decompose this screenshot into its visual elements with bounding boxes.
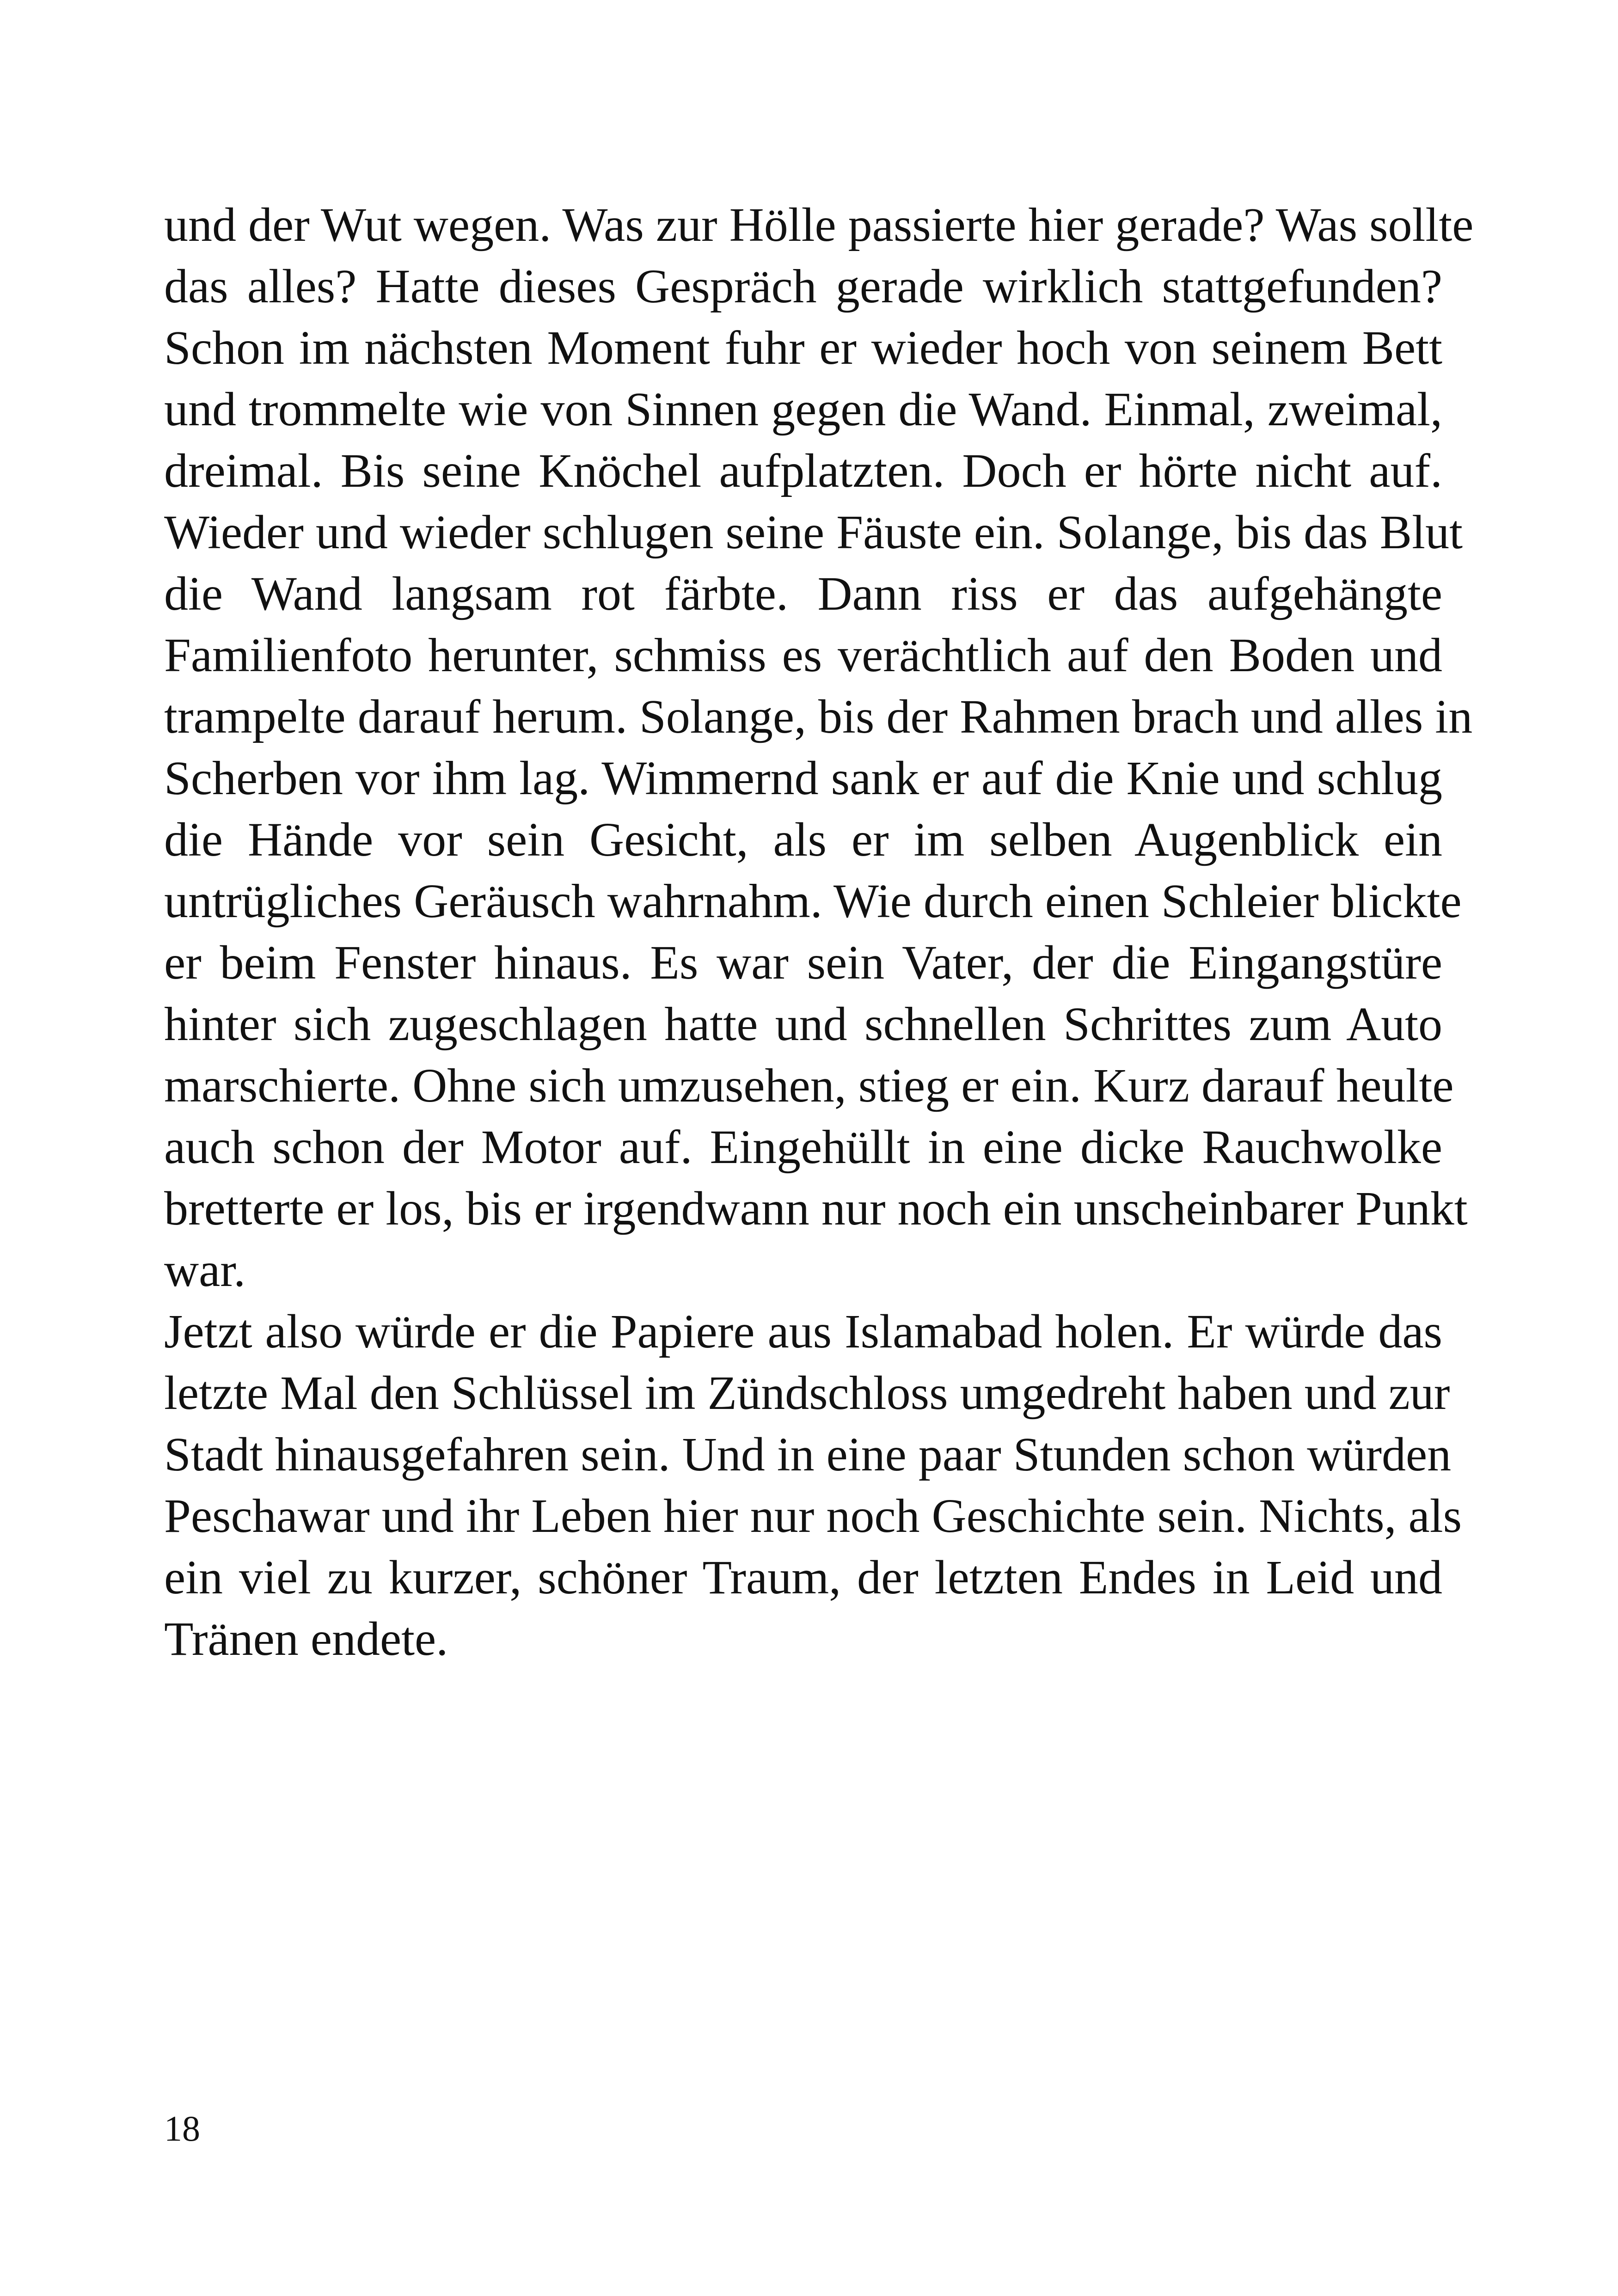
text-line: Familienfoto herunter, schmiss es verächtlich auf den Boden und bbox=[164, 629, 1442, 682]
text-line: Peschawar und ihr Leben hier nur noch Geschichte sein. Nichts, als bbox=[164, 1489, 1462, 1543]
text-line: Scherben vor ihm lag. Wimmernd sank er auf die Knie und schlug bbox=[164, 752, 1442, 805]
text-line: Wieder und wieder schlugen seine Fäuste ein. Solange, bis das Blut bbox=[164, 506, 1463, 559]
text-line: ein viel zu kurzer, schöner Traum, der letzten Endes in Leid und bbox=[164, 1551, 1442, 1604]
text-line: er beim Fenster hinaus. Es war sein Vater, der die Eingangstüre bbox=[164, 936, 1442, 989]
body-text bbox=[164, 194, 1474, 1670]
text-line: die Hände vor sein Gesicht, als er im selben Augenblick ein bbox=[164, 813, 1442, 866]
text-line: Tränen endete. bbox=[164, 1612, 448, 1665]
text-line: letzte Mal den Schlüssel im Zündschloss umgedreht haben und zur bbox=[164, 1366, 1450, 1420]
text-line: die Wand langsam rot färbte. Dann riss er das aufgehängte bbox=[164, 567, 1442, 620]
text-line: und trommelte wie von Sinnen gegen die Wand. Einmal, zweimal, bbox=[164, 383, 1442, 436]
text-line: auch schon der Motor auf. Eingehüllt in eine dicke Rauchwolke bbox=[164, 1120, 1442, 1174]
text-line: das alles? Hatte dieses Gespräch gerade wirklich stattgefunden? bbox=[164, 260, 1442, 313]
text-line: Jetzt also würde er die Papiere aus Islamabad holen. Er würde das bbox=[164, 1305, 1442, 1358]
text-line: war. bbox=[164, 1243, 246, 1297]
text-line: Stadt hinausgefahren sein. Und in eine paar Stunden schon würden bbox=[164, 1428, 1452, 1481]
text-line: dreimal. Bis seine Knöchel aufplatzten. Doch er hörte nicht auf. bbox=[164, 444, 1442, 497]
paragraph-1 bbox=[164, 194, 1474, 1301]
text-line: bretterte er los, bis er irgendwann nur noch ein unscheinbarer Punkt bbox=[164, 1182, 1468, 1235]
text-line: trampelte darauf herum. Solange, bis der Rahmen brach und alles in bbox=[164, 690, 1473, 743]
text-line: hinter sich zugeschlagen hatte und schnellen Schrittes zum Auto bbox=[164, 998, 1442, 1051]
paragraph-2 bbox=[164, 1301, 1462, 1670]
text-line: untrügliches Geräusch wahrnahm. Wie durch einen Schleier blickte bbox=[164, 875, 1462, 928]
text-line: und der Wut wegen. Was zur Hölle passierte hier gerade? Was sollte bbox=[164, 198, 1474, 251]
text-line: marschierte. Ohne sich umzusehen, stieg er ein. Kurz darauf heulte bbox=[164, 1059, 1454, 1112]
page-number: 18 bbox=[164, 2108, 200, 2149]
text-line: Schon im nächsten Moment fuhr er wieder hoch von seinem Bett bbox=[164, 321, 1442, 374]
